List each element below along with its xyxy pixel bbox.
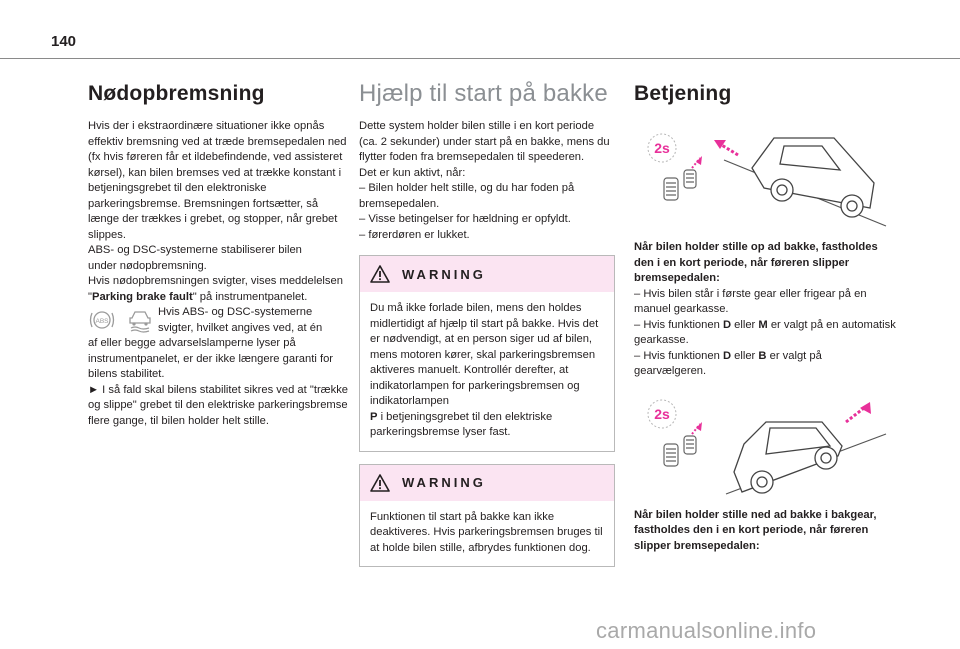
- watermark: carmanualsonline.info: [596, 618, 817, 643]
- fault-message-label: Parking brake fault: [91, 290, 193, 303]
- svg-text:2s: 2s: [654, 405, 670, 422]
- section-title: Hjælp til start på bakke: [359, 80, 608, 107]
- lamp-failure-text: Hvis ABS- og DSC-systemerne svigter, hvilket angives ved, at én: [158, 306, 323, 334]
- svg-text:2s: 2s: [654, 140, 670, 156]
- abs-warning-icon: [88, 308, 116, 332]
- stability-control-icon: [126, 308, 154, 334]
- uphill-condition-1: – Hvis bilen står i første gear eller frigear på en manuel gearkasse.: [634, 287, 867, 315]
- warning-title: WARNING: [402, 475, 486, 490]
- page-number: 140: [51, 33, 77, 50]
- car-icon: [752, 138, 874, 217]
- pedals-icon: [664, 170, 696, 200]
- downhill-car-illustration: [634, 396, 894, 496]
- warning-lamps-row: [88, 305, 350, 336]
- pull-release-instruction: ► I så fald skal bilens stabilitet sikres ved at "trække og slippe" grebet til den elektriske parkeringsbremse flere gange, til bilen holder helt stille.: [88, 383, 349, 427]
- failure-message: Hvis nødopbremsningen svigter, vises meddelelsen "Parking brake fault" på instrumentpanelet.: [88, 275, 343, 303]
- uphill-condition-2: – Hvis funktionen D eller M er valgt på en automatisk gearkasse.: [634, 318, 896, 346]
- downhill-arrow: [846, 408, 864, 422]
- downhill-caption-heading: Når bilen holder stille ned ad bakke i bakgear, fastholdes den i en kort periode, når føreren slipper bremsepedalen:: [634, 508, 877, 552]
- warning-text: Funktionen til start på bakke kan ikke deaktiveres. Hvis parkeringsbremsen bruges til at holde bilen stille, afbrydes funktionen dog.: [370, 510, 603, 554]
- warning-box-1: [359, 255, 615, 452]
- svg-text:ABS: ABS: [95, 318, 109, 325]
- condition-1: – Bilen holder helt stille, og du har foden på bremsepedalen.: [359, 182, 575, 210]
- uphill-car-illustration: [634, 128, 894, 228]
- condition-3: – førerdøren er lukket.: [359, 228, 470, 241]
- emergency-braking-section: [88, 80, 350, 429]
- downhill-caption: [634, 508, 896, 555]
- condition-2: – Visse betingelser for hældning er opfyldt.: [359, 213, 571, 225]
- uphill-condition-3: – Hvis funktionen D eller B er valgt på gearvælgeren.: [634, 349, 822, 377]
- timer-2s-icon: [648, 400, 676, 428]
- warning-triangle-icon: [370, 265, 390, 283]
- uphill-caption-heading: Når bilen holder stille op ad bakke, fastholdes den i en kort periode, når føreren slipper bremsepedalen:: [634, 241, 878, 284]
- active-when-label: Det er kun aktivt, når:: [359, 166, 466, 179]
- hill-start-section: [359, 80, 615, 567]
- timer-2s-icon: [648, 134, 676, 162]
- warning-triangle-icon: [370, 474, 390, 492]
- operation-section: [634, 80, 896, 554]
- uphill-arrow: [720, 144, 738, 155]
- section-title: Nødopbremsning: [88, 82, 265, 105]
- uphill-caption: [634, 240, 896, 380]
- abs-line-1: ABS- og DSC-systemerne stabiliserer bilen: [88, 244, 302, 256]
- pedals-icon: [664, 436, 696, 466]
- intro-paragraph: Hvis der i ekstraordinære situationer ikke opnås effektiv bremsning ved at træde bremsepedalen ned (fx hvis føreren får et ildebefindende, ved assisteret kørsel), kan bilen bremses ved at trække konstant i betjeningsgrebet til den elektroniske parkeringsbremse. Bremsningen fortsætter, så længe der trækkes i grebet, og stopper, når grebet slippes.: [88, 120, 347, 241]
- warning-box-2: [359, 464, 615, 568]
- section-title: Betjening: [634, 82, 732, 105]
- uphill-illustration: [634, 128, 896, 228]
- stability-guarantee-text: af eller begge advarselslamperne lyser på instrumentpanelet, er der ikke længere garanti for bilens stabilitet.: [88, 337, 334, 380]
- intro-paragraph: Dette system holder bilen stille i en kort periode (ca. 2 sekunder) under start på en bakke, mens du flytter foden fra bremsepedalen til speederen.: [359, 120, 610, 163]
- warning-title: WARNING: [402, 266, 486, 282]
- top-divider: [0, 58, 960, 59]
- abs-line-2: under nødopbremsning.: [88, 259, 207, 272]
- downhill-illustration: [634, 396, 896, 496]
- car-icon: [734, 422, 842, 493]
- warning-text: Du må ikke forlade bilen, mens den holdes midlertidigt af hjælp til start på bakke. Hvis det er nødvendigt, at en person siger ud af bilen, mens motoren kører, skal parkeringsbremsen aktiveres manuelt. Kontrollér derefter, at indikatorlampen for parkeringsbremsen og indikatorlampen P i betjeningsgrebet til den elektriske parkeringsbremse lyser fast.: [370, 302, 599, 438]
